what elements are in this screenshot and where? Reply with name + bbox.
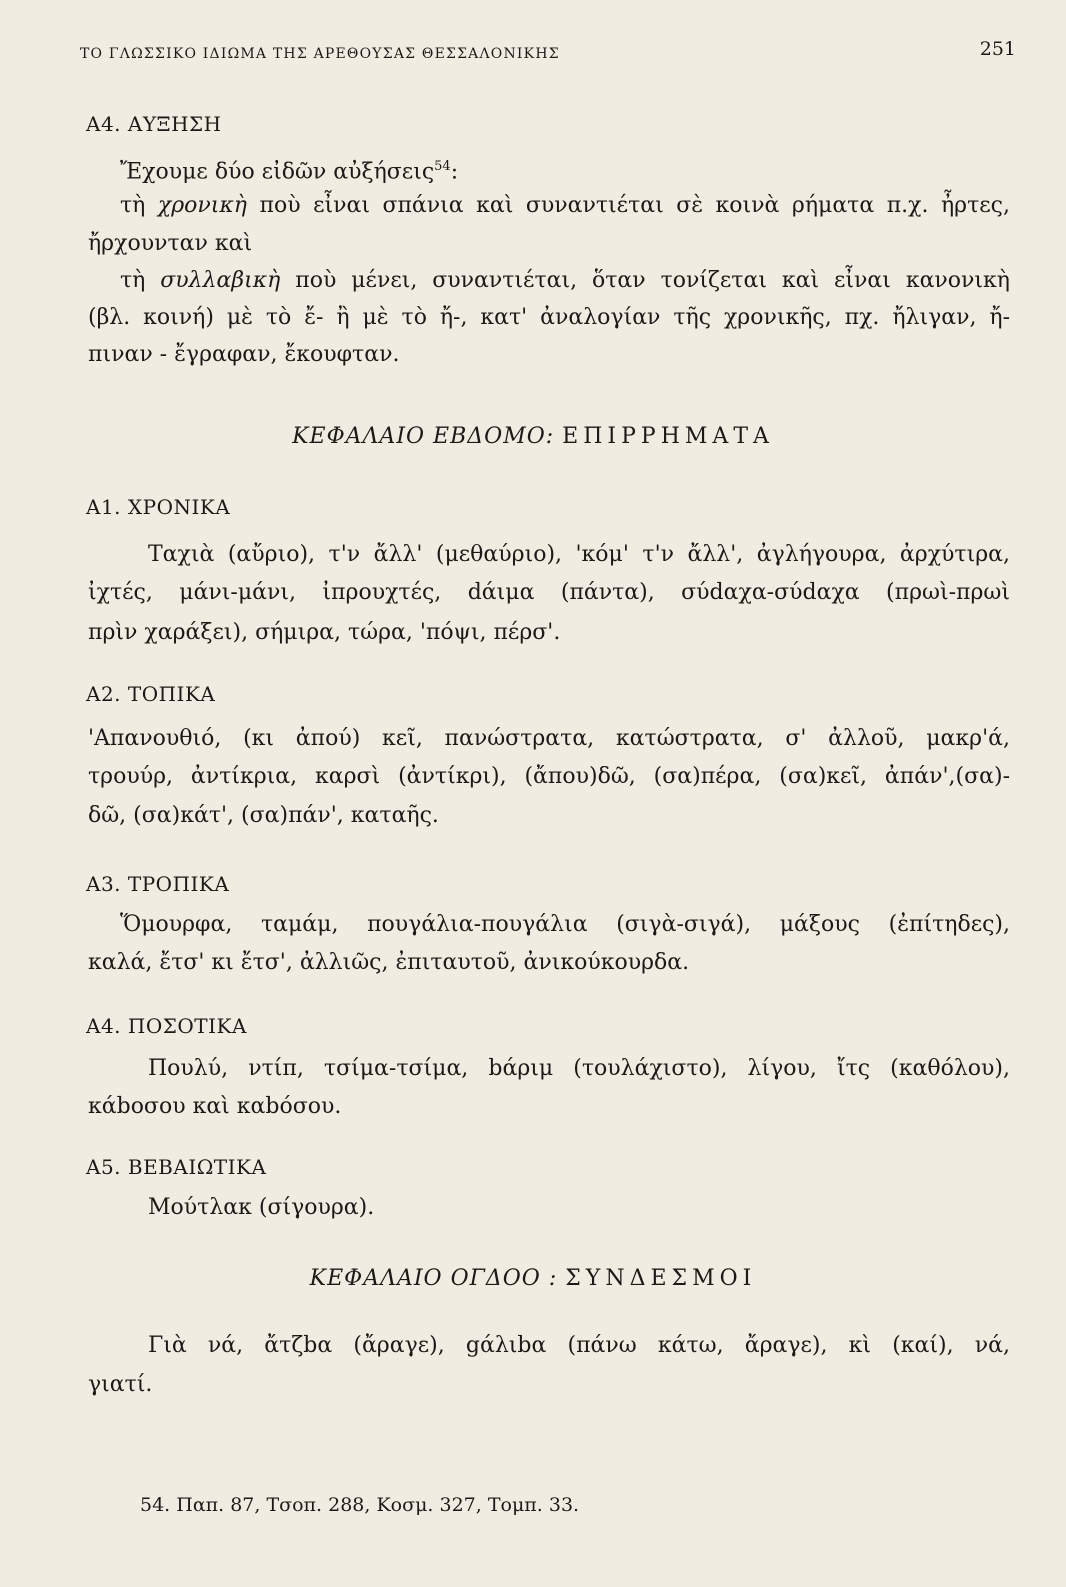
text-run: τὴ	[120, 268, 161, 293]
intro-text: Ἔχουμε δύο εἰδῶν αὐξήσεις	[120, 159, 435, 185]
section-heading-tropika: Α3. ΤΡΟΠΙΚΑ	[86, 872, 230, 896]
paragraph-line: ἤρχουνταν καὶ	[88, 231, 253, 256]
paragraph-line: τρουύρ, ἀντίκρια, καρσὶ (ἀντίκρι), (ἄπου)δῶ, (σα)πέρα, (σα)κεῖ, ἀπάν',(σα)-	[88, 764, 1010, 789]
chapter-subject: ΣΥΝΔΕΣΜΟΙ	[565, 1266, 757, 1291]
paragraph-line: γιατί.	[88, 1372, 153, 1397]
section-heading-xronika: Α1. ΧΡΟΝΙΚΑ	[86, 495, 231, 519]
text-run: ποὺ μένει, συναντιέται, ὅταν τονίζεται καὶ εἶναι κανονικὴ	[280, 268, 1010, 293]
section-heading-ayxisi: Α4. ΑΥΞΗΣΗ	[86, 112, 222, 136]
chapter-title-7	[0, 424, 1066, 449]
chapter-title-8	[0, 1266, 1066, 1291]
paragraph-line	[120, 193, 1010, 219]
emphasis-term: συλλαβικὴ	[160, 268, 281, 293]
paragraph-line	[120, 154, 458, 185]
paragraph-line: 'Απανουθιό, (κι ἀπού) κεῖ, πανώστρατα, κατώστρατα, σ' ἀλλοῦ, μακρ'ά,	[88, 726, 1010, 751]
emphasis-term: χρονικὴ	[157, 193, 247, 218]
paragraph-line: Πουλύ, ντίπ, τσίμα-τσίμα, bάριμ (τουλάχιστο), λίγου, ἴτς (καθόλου),	[148, 1056, 1010, 1081]
paragraph-line: πρὶν χαράξει), σήμιρα, τώρα, 'πόψι, πέρσ'.	[88, 620, 561, 645]
section-heading-vevaiotika: Α5. ΒΕΒΑΙΩΤΙΚΑ	[86, 1155, 267, 1179]
chapter-number: ΚΕΦΑΛΑΙΟ ΟΓΔΟΟ :	[309, 1266, 558, 1291]
paragraph-line: Ὅμουρφα, ταμάμ, πουγάλια-πουγάλια (σιγὰ-σιγά), μάξους (ἐπίτηδες),	[120, 912, 1010, 937]
page-number: 251	[979, 38, 1016, 60]
paragraph-line: δῶ, (σα)κάτ', (σα)πάν', καταῆς.	[88, 803, 439, 828]
section-heading-posotika: Α4. ΠΟΣΟΤΙΚΑ	[86, 1014, 247, 1038]
paragraph-line: Μούτλακ (σίγουρα).	[148, 1195, 375, 1220]
chapter-number: ΚΕΦΑΛΑΙΟ ΕΒΔΟΜΟ:	[292, 424, 555, 449]
paragraph-line: πιναν - ἔγραφαν, ἔκουφταν.	[88, 342, 400, 367]
paragraph-line: (βλ. κοινή) μὲ τὸ ἔ- ἢ μὲ τὸ ἤ-, κατ' ἀναλογίαν τῆς χρονικῆς, πχ. ἤλιγαν, ἤ-	[88, 305, 1010, 330]
paragraph-line: Γιὰ νά, ἄτζbα (ἄραγε), gάλιbα (πάνω κάτω, ἄραγε), κὶ (καί), νά,	[148, 1333, 1010, 1358]
paragraph-line: Ταχιὰ (αὔριο), τ'ν ἄλλ' (μεθαύριο), 'κόμ' τ'ν ἄλλ', ἀγλήγουρα, ἀρχύτιρα,	[148, 542, 1010, 567]
paragraph-line: κάbοσου καὶ καbόσου.	[88, 1094, 342, 1119]
chapter-subject: ΕΠΙΡΡΗΜΑΤΑ	[562, 424, 774, 449]
intro-colon: :	[450, 159, 459, 185]
running-head: ΤΟ ΓΛΩΣΣΙΚΟ ΙΔΙΩΜΑ ΤΗΣ ΑΡΕΘΟΥΣΑΣ ΘΕΣΣΑΛΟΝΙΚΗΣ	[80, 46, 560, 62]
paragraph-line: ἰχτές, μάνι-μάνι, ἰπρουχτές, dάιμα (πάντα), σύdαχα-σύdαχα (πρωὶ-πρωὶ	[88, 580, 1010, 605]
footnote: 54. Παπ. 87, Τσοπ. 288, Κοσμ. 327, Τομπ. 33.	[140, 1494, 580, 1516]
footnote-ref: 54	[434, 159, 451, 174]
paragraph-line: καλά, ἔτσ' κι ἔτσ', ἀλλιῶς, ἐπιταυτοῦ, ἀνικούκουρδα.	[88, 950, 690, 975]
text-run: ποὺ εἶναι σπάνια καὶ συναντιέται σὲ κοινὰ ρήματα π.χ. ἦρτες,	[246, 193, 1010, 218]
section-heading-topika: Α2. ΤΟΠΙΚΑ	[86, 682, 216, 706]
text-run: τὴ	[120, 193, 158, 218]
paragraph-line	[120, 268, 1010, 294]
